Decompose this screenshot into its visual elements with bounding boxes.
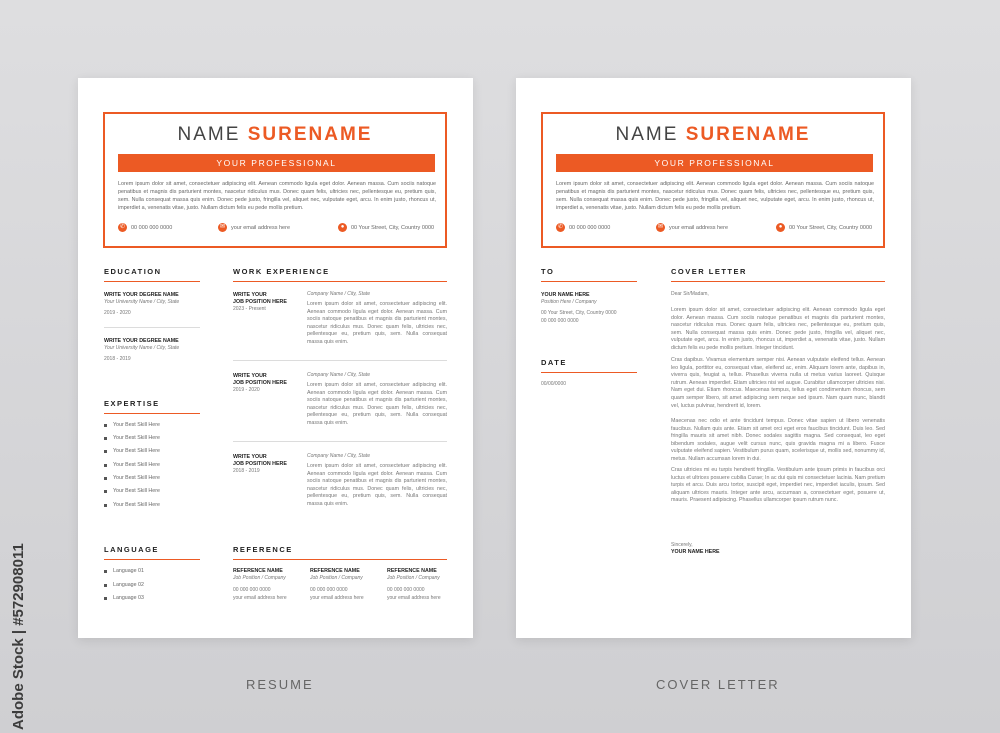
mail-icon: ✉ [219, 224, 226, 230]
recipient-address: 00 Your Street, City, Country 0000 [541, 310, 617, 316]
divider [233, 441, 447, 442]
bullet-icon [104, 464, 107, 467]
address-text: 00 Your Street, City, Country 0000 [789, 224, 873, 231]
skill-item [104, 462, 160, 468]
education-years: 2018 - 2019 [104, 356, 131, 362]
surname: SURENAME [247, 124, 373, 145]
reference-phone: 00 000 000 0000 [233, 587, 271, 593]
reference-email: your email address here [310, 595, 364, 601]
role-banner: YOUR PROFESSIONAL [556, 154, 873, 172]
resume-page [78, 78, 473, 638]
skill-label: Your Best Skill Here [113, 488, 160, 494]
skill-item [104, 422, 160, 428]
reference-position: Job Position / Company [233, 575, 286, 581]
letter-paragraph: Maecenas nec odio et ante tincidunt tempus. Donec vitae sapien ut libero venenatis faucibus. Nullam quis ante. Etiam sit amet orci eget eros faucibus tincidunt. Duis leo. Sed fringilla mauris sit amet nibh. Donec sodales sagittis magna. Sed consequat, leo eget bibendum sodales, augue velit cursus nunc, quis gravida magna mi a libero. Fusce vulputate eleifend sapien. Vestibulum purus quam, scelerisque ut, mollis sed, nonummy id, metus. Nullam accumsan lorem in dui. [671, 418, 885, 462]
expertise-title: EXPERTISE [104, 399, 200, 414]
language-title: LANGUAGE [104, 545, 200, 560]
job-position-line1: WRITE YOUR [233, 373, 267, 379]
date-title: DATE [541, 358, 637, 373]
reference-phone: 00 000 000 0000 [387, 587, 425, 593]
skill-label: Your Best Skill Here [113, 462, 160, 468]
contact-row [556, 223, 874, 235]
job-position-line2: JOB POSITION HERE [233, 299, 287, 305]
cover-letter-title: COVER LETTER [671, 267, 885, 282]
reference-name: REFERENCE NAME [387, 568, 437, 574]
letter-paragraph: Cras ultricies mi eu turpis hendrerit fringilla. Vestibulum ante ipsum primis in faucibus orci luctus et ultrices posuere cubilia Curae; In ac dui quis mi consectetuer lacinia. Nam pretium turpis et arcu. Duis arcu tortor, suscipit eget, imperdiet nec, imperdiet iaculis, ipsum. Sed aliquam ultrices mauris. Integer ante arcu, accumsan a, consectetuer eget, posuere ut, mauris. Praesent adipiscing. Phasellus ullamcorper ipsum rutrum nunc. [671, 467, 885, 504]
job-position [233, 373, 287, 387]
cover-header [541, 112, 885, 248]
surname: SURENAME [685, 124, 811, 145]
skill-label: Your Best Skill Here [113, 422, 160, 428]
skill-label: Your Best Skill Here [113, 448, 160, 454]
recipient-phone: 00 000 000 0000 [541, 318, 579, 324]
education-title: EDUCATION [104, 267, 200, 282]
job-position [233, 292, 287, 306]
reference-name: REFERENCE NAME [233, 568, 283, 574]
contact-email [218, 223, 290, 232]
bullet-icon [104, 477, 107, 480]
work-experience-title: WORK EXPERIENCE [233, 267, 447, 282]
greeting: Dear Sir/Madam, [671, 291, 709, 297]
contact-row [118, 223, 436, 235]
job-years: 2018 - 2019 [233, 468, 260, 474]
bullet-icon [104, 504, 107, 507]
first-name: NAME [177, 124, 241, 145]
email-text: your email address here [231, 224, 291, 231]
education-years: 2019 - 2020 [104, 310, 131, 316]
phone-icon: ✆ [557, 224, 564, 230]
divider [233, 360, 447, 361]
contact-address [338, 223, 434, 232]
recipient-position: Position Here / Company [541, 299, 597, 305]
skill-item [104, 435, 160, 441]
first-name: NAME [615, 124, 679, 145]
bullet-icon [104, 584, 107, 587]
job-position-line1: WRITE YOUR [233, 292, 267, 298]
job-description: Lorem ipsum dolor sit amet, consectetuer adipiscing elit. Aenean commodo ligula eget dolor. Aenean massa. Cum sociis natoque penatibus et magnis dis parturient montes, nascetur ridiculus mus. Donec quam felis, ultricies nec, pellentesque eu, pretium quis, sem. Nulla consequat massa quis enim. [307, 463, 447, 507]
mail-icon: ✉ [657, 224, 664, 230]
location-pin-icon: ● [776, 223, 785, 232]
contact-email [656, 223, 728, 232]
skill-item [104, 448, 160, 454]
bullet-icon [104, 570, 107, 573]
language-label: Language 02 [113, 582, 144, 588]
language-item [104, 595, 144, 601]
education-degree: WRITE YOUR DEGREE NAME [104, 338, 179, 344]
address-text: 00 Your Street, City, Country 0000 [351, 224, 435, 231]
stock-id-text: Adobe Stock | #572908011 [10, 543, 27, 730]
bullet-icon [104, 437, 107, 440]
reference-email: your email address here [233, 595, 287, 601]
email-text: your email address here [669, 224, 729, 231]
stock-id-badge [8, 500, 30, 730]
resume-caption: RESUME [246, 677, 314, 692]
language-item [104, 568, 144, 574]
skill-label: Your Best Skill Here [113, 475, 160, 481]
job-position-line2: JOB POSITION HERE [233, 461, 287, 467]
signature-name: YOUR NAME HERE [671, 549, 720, 555]
skill-item [104, 502, 160, 508]
skill-label: Your Best Skill Here [113, 435, 160, 441]
skill-label: Your Best Skill Here [113, 502, 160, 508]
phone-icon: ✆ [119, 224, 126, 230]
job-company: Company Name / City, State [307, 372, 370, 378]
cover-letter-page [516, 78, 911, 638]
recipient-name: YOUR NAME HERE [541, 292, 590, 298]
intro-text: Lorem ipsum dolor sit amet, consectetuer adipiscing elit. Aenean commodo ligula eget dolor. Aenean massa. Cum sociis natoque penatibus et magnis dis parturient montes, nascetur ridiculus mus. Donec quam felis, ultricies nec, pellentesque eu, pretium quis, sem. Nulla consequat massa quis enim. Donec pede justo, fringilla vel, aliquet nec, vulputate eget, arcu. In enim justo, rhoncus ut, imperdiet a, venenatis vitae, justo. Nullam dictum felis eu pede mollis pretium. [118, 181, 436, 211]
location-pin-icon: ● [338, 223, 347, 232]
phone-text: 00 000 000 0000 [569, 224, 611, 231]
closing: Sincerely, [671, 542, 693, 548]
job-years: 2023 - Present [233, 306, 266, 312]
letter-paragraph: Lorem ipsum dolor sit amet, consectetuer adipiscing elit. Aenean commodo ligula eget dolor. Aenean massa. Cum sociis natoque penatibus et magnis dis parturient montes, nascetur ridiculus mus. Donec quam felis, ultricies nec, pellentesque eu, pretium quis, sem. Nulla consequat massa quis enim. Donec pede justo, fringilla vel, aliquet nec, vulputate eget, arcu. In enim justo, rhoncus ut, imperdiet a, venenatis vitae, justo. Nullam dictum felis eu pede mollis pretium. Integer tincidunt. [671, 307, 885, 351]
contact-address [776, 223, 872, 232]
bullet-icon [104, 490, 107, 493]
reference-name: REFERENCE NAME [310, 568, 360, 574]
job-company: Company Name / City, State [307, 291, 370, 297]
bullet-icon [104, 597, 107, 600]
skill-item [104, 488, 160, 494]
reference-title: REFERENCE [233, 545, 447, 560]
education-degree: WRITE YOUR DEGREE NAME [104, 292, 179, 298]
skill-item [104, 475, 160, 481]
language-item [104, 582, 144, 588]
cover-letter-caption: COVER LETTER [656, 677, 780, 692]
reference-position: Job Position / Company [310, 575, 363, 581]
letter-paragraph: Cras dapibus. Vivamus elementum semper nisi. Aenean vulputate eleifend tellus. Aenean leo ligula, porttitor eu, consequat vitae, eleifend ac, enim. Aliquam lorem ante, dapibus in, viverra quis, feugiat a, tellus. Phasellus viverra nulla ut metus varius laoreet. Quisque rutrum. Aenean imperdiet. Etiam ultricies nisi vel augue. Curabitur ullamcorper ultricies nisi. Nam eget dui. Etiam rhoncus. Maecenas tempus, tellus eget condimentum rhoncus, sem quam semper libero, sit amet adipiscing sem neque sed ipsum. Nam quam nunc, blandit vel, luctus pulvinar, hendrerit id, lorem. [671, 357, 885, 409]
job-description: Lorem ipsum dolor sit amet, consectetuer adipiscing elit. Aenean commodo ligula eget dolor. Aenean massa. Cum sociis natoque penatibus et magnis dis parturient montes, nascetur ridiculus mus. Donec quam felis, ultricies nec, pellentesque eu, pretium quis, sem. Nulla consequat massa quis enim. [307, 382, 447, 426]
divider [104, 327, 200, 328]
reference-email: your email address here [387, 595, 441, 601]
contact-phone [556, 223, 610, 232]
reference-position: Job Position / Company [387, 575, 440, 581]
job-company: Company Name / City, State [307, 453, 370, 459]
role-banner: YOUR PROFESSIONAL [118, 154, 435, 172]
date-value: 00/00/0000 [541, 381, 567, 387]
bullet-icon [104, 424, 107, 427]
language-label: Language 01 [113, 568, 144, 574]
education-school: Your University Name / City, State [104, 299, 180, 305]
job-position-line2: JOB POSITION HERE [233, 380, 287, 386]
resume-header [103, 112, 447, 248]
to-title: TO [541, 267, 637, 282]
job-position-line1: WRITE YOUR [233, 454, 267, 460]
reference-phone: 00 000 000 0000 [310, 587, 348, 593]
intro-text: Lorem ipsum dolor sit amet, consectetuer adipiscing elit. Aenean commodo ligula eget dolor. Aenean massa. Cum sociis natoque penatibus et magnis dis parturient montes, nascetur ridiculus mus. Donec quam felis, ultricies nec, pellentesque eu, pretium quis, sem. Nulla consequat massa quis enim. Donec pede justo, fringilla vel, aliquet nec, vulputate eget, arcu. In enim justo, rhoncus ut, imperdiet a, venenatis vitae, justo. Nullam dictum felis eu pede mollis pretium. [556, 181, 874, 211]
full-name [105, 124, 445, 146]
job-description: Lorem ipsum dolor sit amet, consectetuer adipiscing elit. Aenean commodo ligula eget dolor. Aenean massa. Cum sociis natoque penatibus et magnis dis parturient montes, nascetur ridiculus mus. Donec quam felis, ultricies nec, pellentesque eu, pretium quis, sem. Nulla consequat massa quis enim. [307, 301, 447, 345]
phone-text: 00 000 000 0000 [131, 224, 173, 231]
job-years: 2019 - 2020 [233, 387, 260, 393]
language-label: Language 03 [113, 595, 144, 601]
contact-phone [118, 223, 172, 232]
full-name [543, 124, 883, 146]
job-position [233, 454, 287, 468]
education-school: Your University Name / City, State [104, 345, 180, 351]
bullet-icon [104, 450, 107, 453]
